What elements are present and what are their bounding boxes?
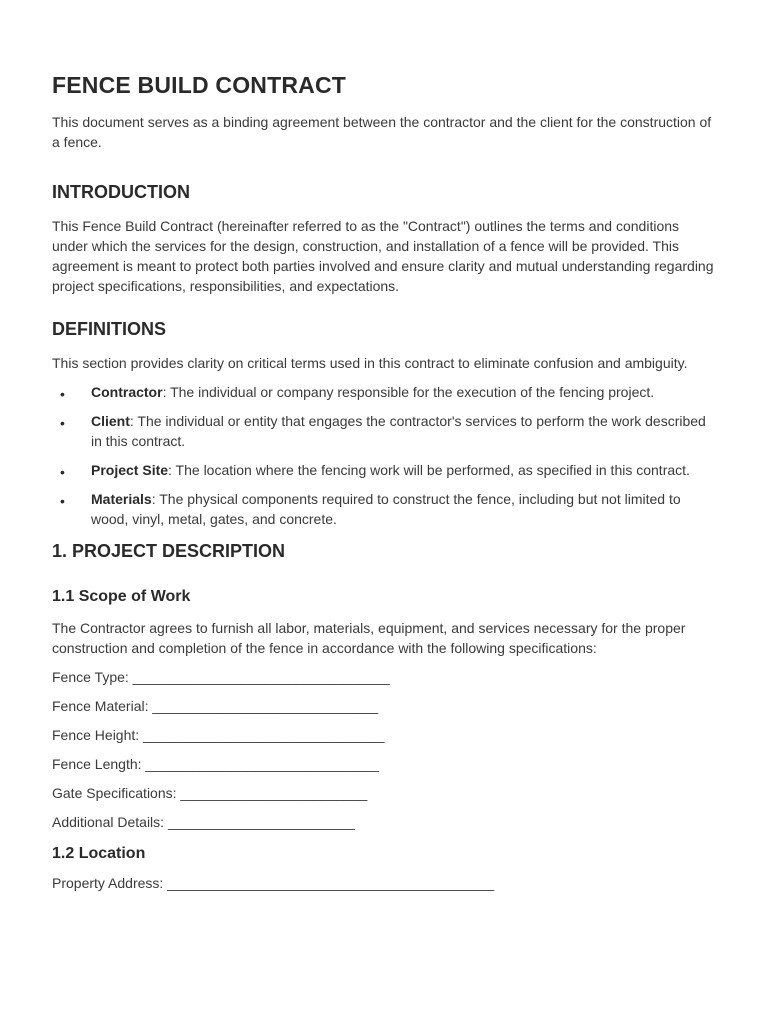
- property-address-field[interactable]: Property Address: __________________________________________: [52, 875, 495, 891]
- definition-term: Client: [91, 413, 130, 429]
- definition-item: [52, 489, 718, 529]
- definition-desc: : The location where the fencing work will be performed, as specified in this contract.: [168, 462, 690, 478]
- fence-height-field[interactable]: Fence Height: _______________________________: [52, 727, 385, 743]
- definition-desc: : The individual or company responsible for the execution of the fencing project.: [162, 384, 655, 400]
- gate-specifications-field[interactable]: Gate Specifications: ________________________: [52, 785, 368, 801]
- definition-desc: : The individual or entity that engages the contractor's services to perform the work described in this contract.: [91, 413, 706, 449]
- definition-term: Contractor: [91, 384, 163, 400]
- document-title: FENCE BUILD CONTRACT: [52, 72, 347, 98]
- introduction-heading: INTRODUCTION: [52, 182, 190, 202]
- fence-material-field[interactable]: Fence Material: _____________________________: [52, 698, 379, 714]
- intro-paragraph: This document serves as a binding agreement between the contractor and the client for the construction of a fence.: [52, 114, 712, 150]
- scope-of-work-heading: 1.1 Scope of Work: [52, 588, 191, 605]
- additional-details-field[interactable]: Additional Details: ________________________: [52, 814, 355, 830]
- definition-item: [52, 382, 718, 402]
- definition-item: [52, 411, 718, 451]
- fence-length-field[interactable]: Fence Length: ______________________________: [52, 756, 379, 772]
- specification-fields: [52, 667, 718, 832]
- definitions-paragraph: This section provides clarity on critical terms used in this contract to eliminate confusion and ambiguity.: [52, 355, 688, 371]
- introduction-paragraph: This Fence Build Contract (hereinafter referred to as the "Contract") outlines the terms and conditions under which the services for the design, construction, and installation of a fence will be provided. This agreement is meant to protect both parties involved and ensure clarity and mutual understanding regarding project specifications, responsibilities, and expectations.: [52, 218, 714, 294]
- definition-desc: : The physical components required to construct the fence, including but not limited to wood, vinyl, metal, gates, and concrete.: [91, 491, 681, 527]
- scope-paragraph: The Contractor agrees to furnish all labor, materials, equipment, and services necessary for the proper construction and completion of the fence in accordance with the following specifications:: [52, 620, 686, 656]
- project-description-heading: 1. PROJECT DESCRIPTION: [52, 541, 286, 561]
- definition-term: Materials: [91, 491, 152, 507]
- bullet-icon: •: [60, 464, 65, 480]
- definitions-list: [52, 382, 718, 529]
- bullet-icon: •: [60, 493, 65, 509]
- location-heading: 1.2 Location: [52, 845, 146, 862]
- bullet-icon: •: [60, 415, 65, 431]
- definition-term: Project Site: [91, 462, 169, 478]
- fence-type-field[interactable]: Fence Type: _________________________________: [52, 669, 390, 685]
- bullet-icon: •: [60, 386, 65, 402]
- definition-item: [52, 460, 718, 480]
- definitions-heading: DEFINITIONS: [52, 319, 167, 339]
